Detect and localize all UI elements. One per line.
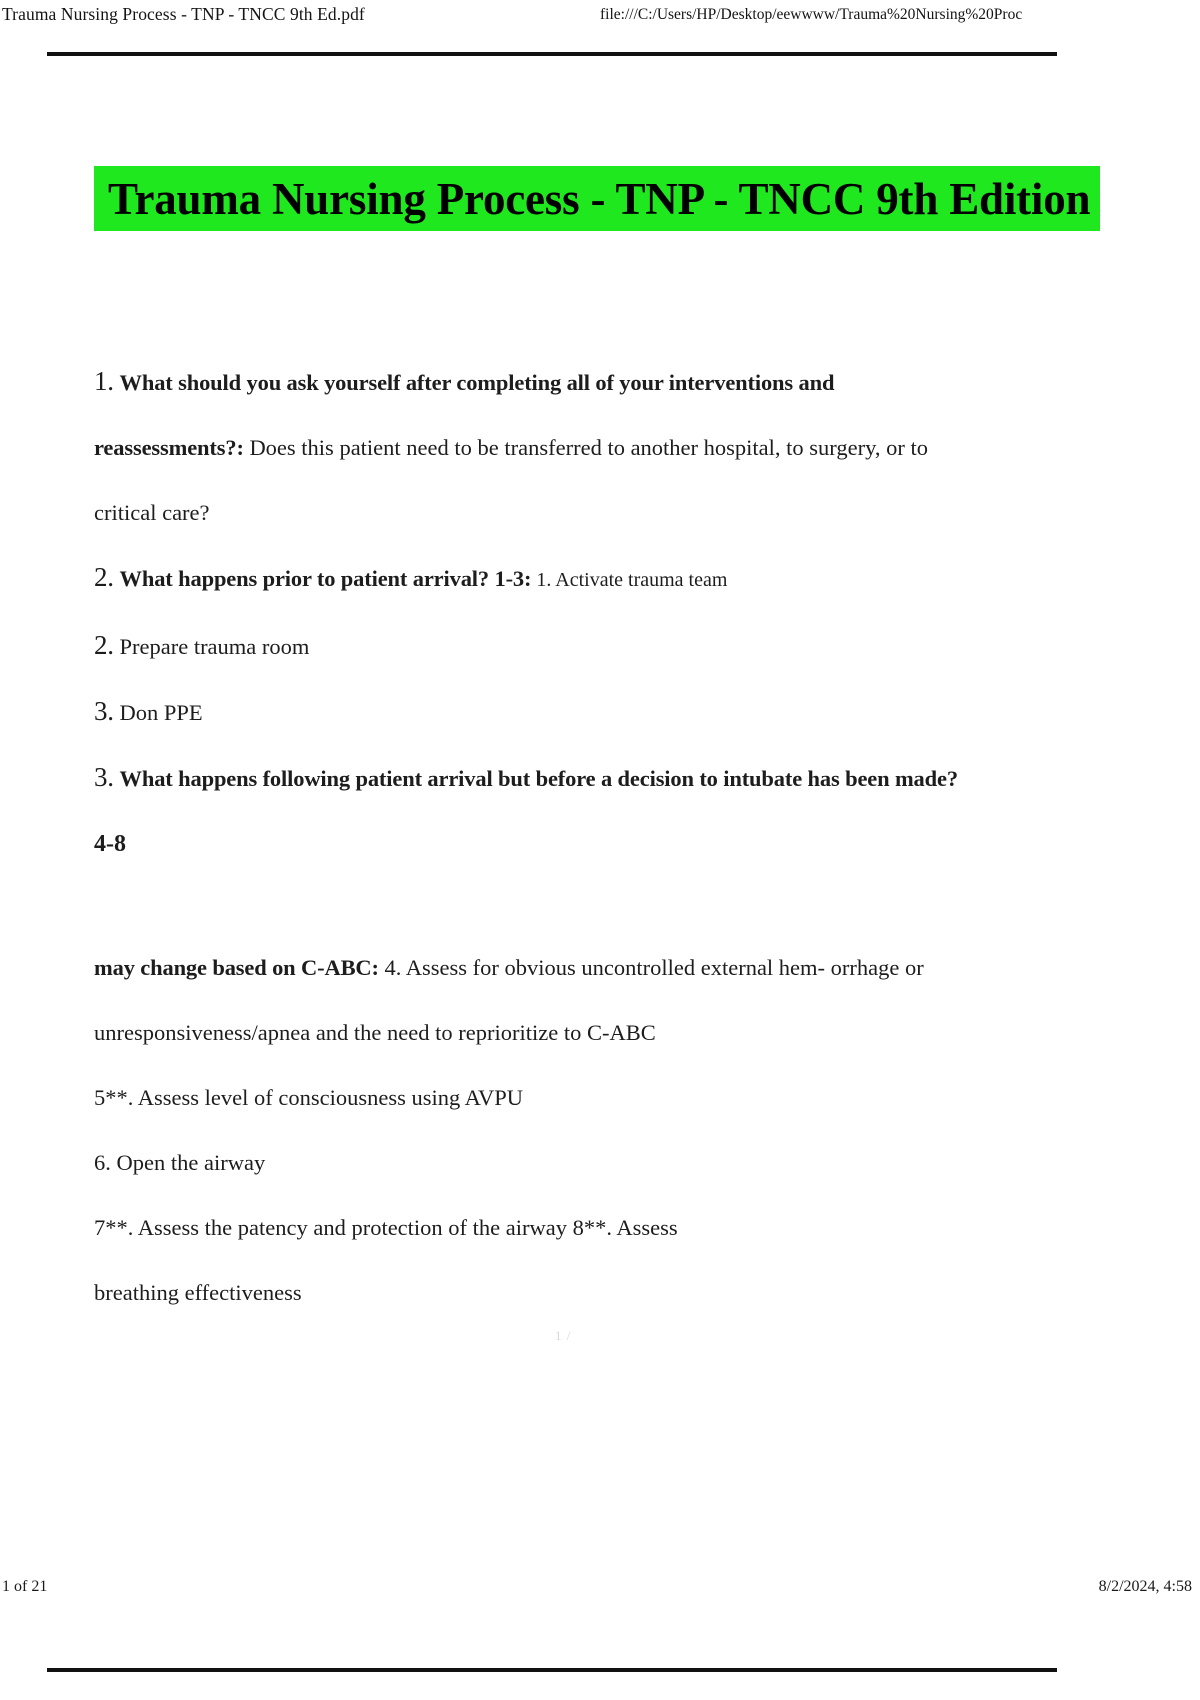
- qa-item-3-number: 3.: [94, 762, 114, 793]
- qa-item-1-question: What should you ask yourself after completing all of your interventions and: [119, 370, 835, 396]
- qa-item-3-step-4-text: breathing effectiveness: [94, 1280, 302, 1306]
- qa-item-3-step-2: [94, 1130, 1050, 1195]
- qa-item-3-step-3-text: 7**. Assess the patency and protection of the airway 8**. Assess: [94, 1215, 678, 1241]
- qa-item-1: [94, 349, 1050, 415]
- qa-item-3-range: [94, 811, 1050, 877]
- spacer: [94, 877, 1050, 935]
- qa-item-3-answer-cont: [94, 1000, 1050, 1065]
- qa-item-2-sub-1-number: 2.: [94, 630, 114, 661]
- qa-item-2-sub-2-number: 3.: [94, 696, 114, 727]
- qa-item-1-line2: [94, 415, 1050, 480]
- qa-item-2-number: 2.: [94, 562, 114, 593]
- qa-item-3-step-1: [94, 1065, 1050, 1130]
- qa-item-3-answer-line: [94, 935, 1050, 1000]
- qa-item-2-sub-1: [94, 613, 1050, 679]
- qa-item-2: [94, 545, 1050, 613]
- page-marker: 1 /: [555, 1328, 572, 1343]
- page-title: Trauma Nursing Process - TNP - TNCC 9th Edition: [94, 166, 1100, 231]
- qa-item-3-answer: 4. Assess for obvious uncontrolled external hem- orrhage or: [378, 955, 924, 981]
- qa-item-2-sub-1-text: Prepare trauma room: [119, 634, 310, 660]
- qa-item-3-step-4: [94, 1260, 1050, 1325]
- qa-item-3-answer-label: may change based on C-ABC:: [94, 955, 379, 981]
- page-title-container: [0, 166, 1200, 231]
- qa-item-3-question: What happens following patient arrival but before a decision to intubate has been made?: [119, 766, 958, 792]
- footer-page-indicator: 1 of 21: [2, 1578, 48, 1595]
- qa-item-3-question-cont: 4-8: [94, 831, 126, 858]
- qa-item-1-question-cont: reassessments?:: [94, 435, 244, 461]
- print-footer: [0, 1578, 1200, 1608]
- header-document-name: Trauma Nursing Process - TNP - TNCC 9th Ed.pdf: [2, 4, 365, 24]
- header-source-url: file:///C:/Users/HP/Desktop/eewwww/Trauma%20Nursing%20Proc: [600, 6, 1023, 23]
- footer-divider: [47, 1668, 1057, 1672]
- qa-item-1-answer: Does this patient need to be transferred to another hospital, to surgery, or to: [243, 435, 929, 461]
- qa-item-1-number: 1.: [94, 366, 114, 397]
- qa-item-3-step-2-text: 6. Open the airway: [94, 1150, 266, 1176]
- qa-item-2-answer: 1. Activate trauma team: [531, 569, 728, 592]
- qa-item-3-step-1-text: 5**. Assess level of consciousness using AVPU: [94, 1085, 523, 1111]
- footer-timestamp: 8/2/2024, 4:58: [1098, 1578, 1192, 1595]
- qa-item-3-step-3: [94, 1195, 1050, 1260]
- qa-item-3: [94, 745, 1050, 811]
- page-content: [0, 56, 1200, 1325]
- qa-item-2-sub-2: [94, 679, 1050, 745]
- qa-item-1-line3: [94, 480, 1050, 545]
- print-header: [0, 0, 1200, 40]
- qa-item-2-sub-2-text: Don PPE: [119, 700, 203, 726]
- qa-item-2-question: What happens prior to patient arrival? 1-3:: [119, 566, 532, 592]
- qa-list: [0, 349, 1200, 1325]
- qa-item-1-answer-cont: critical care?: [94, 500, 210, 526]
- qa-item-3-answer-cont-text: unresponsiveness/apnea and the need to reprioritize to C-ABC: [94, 1020, 656, 1046]
